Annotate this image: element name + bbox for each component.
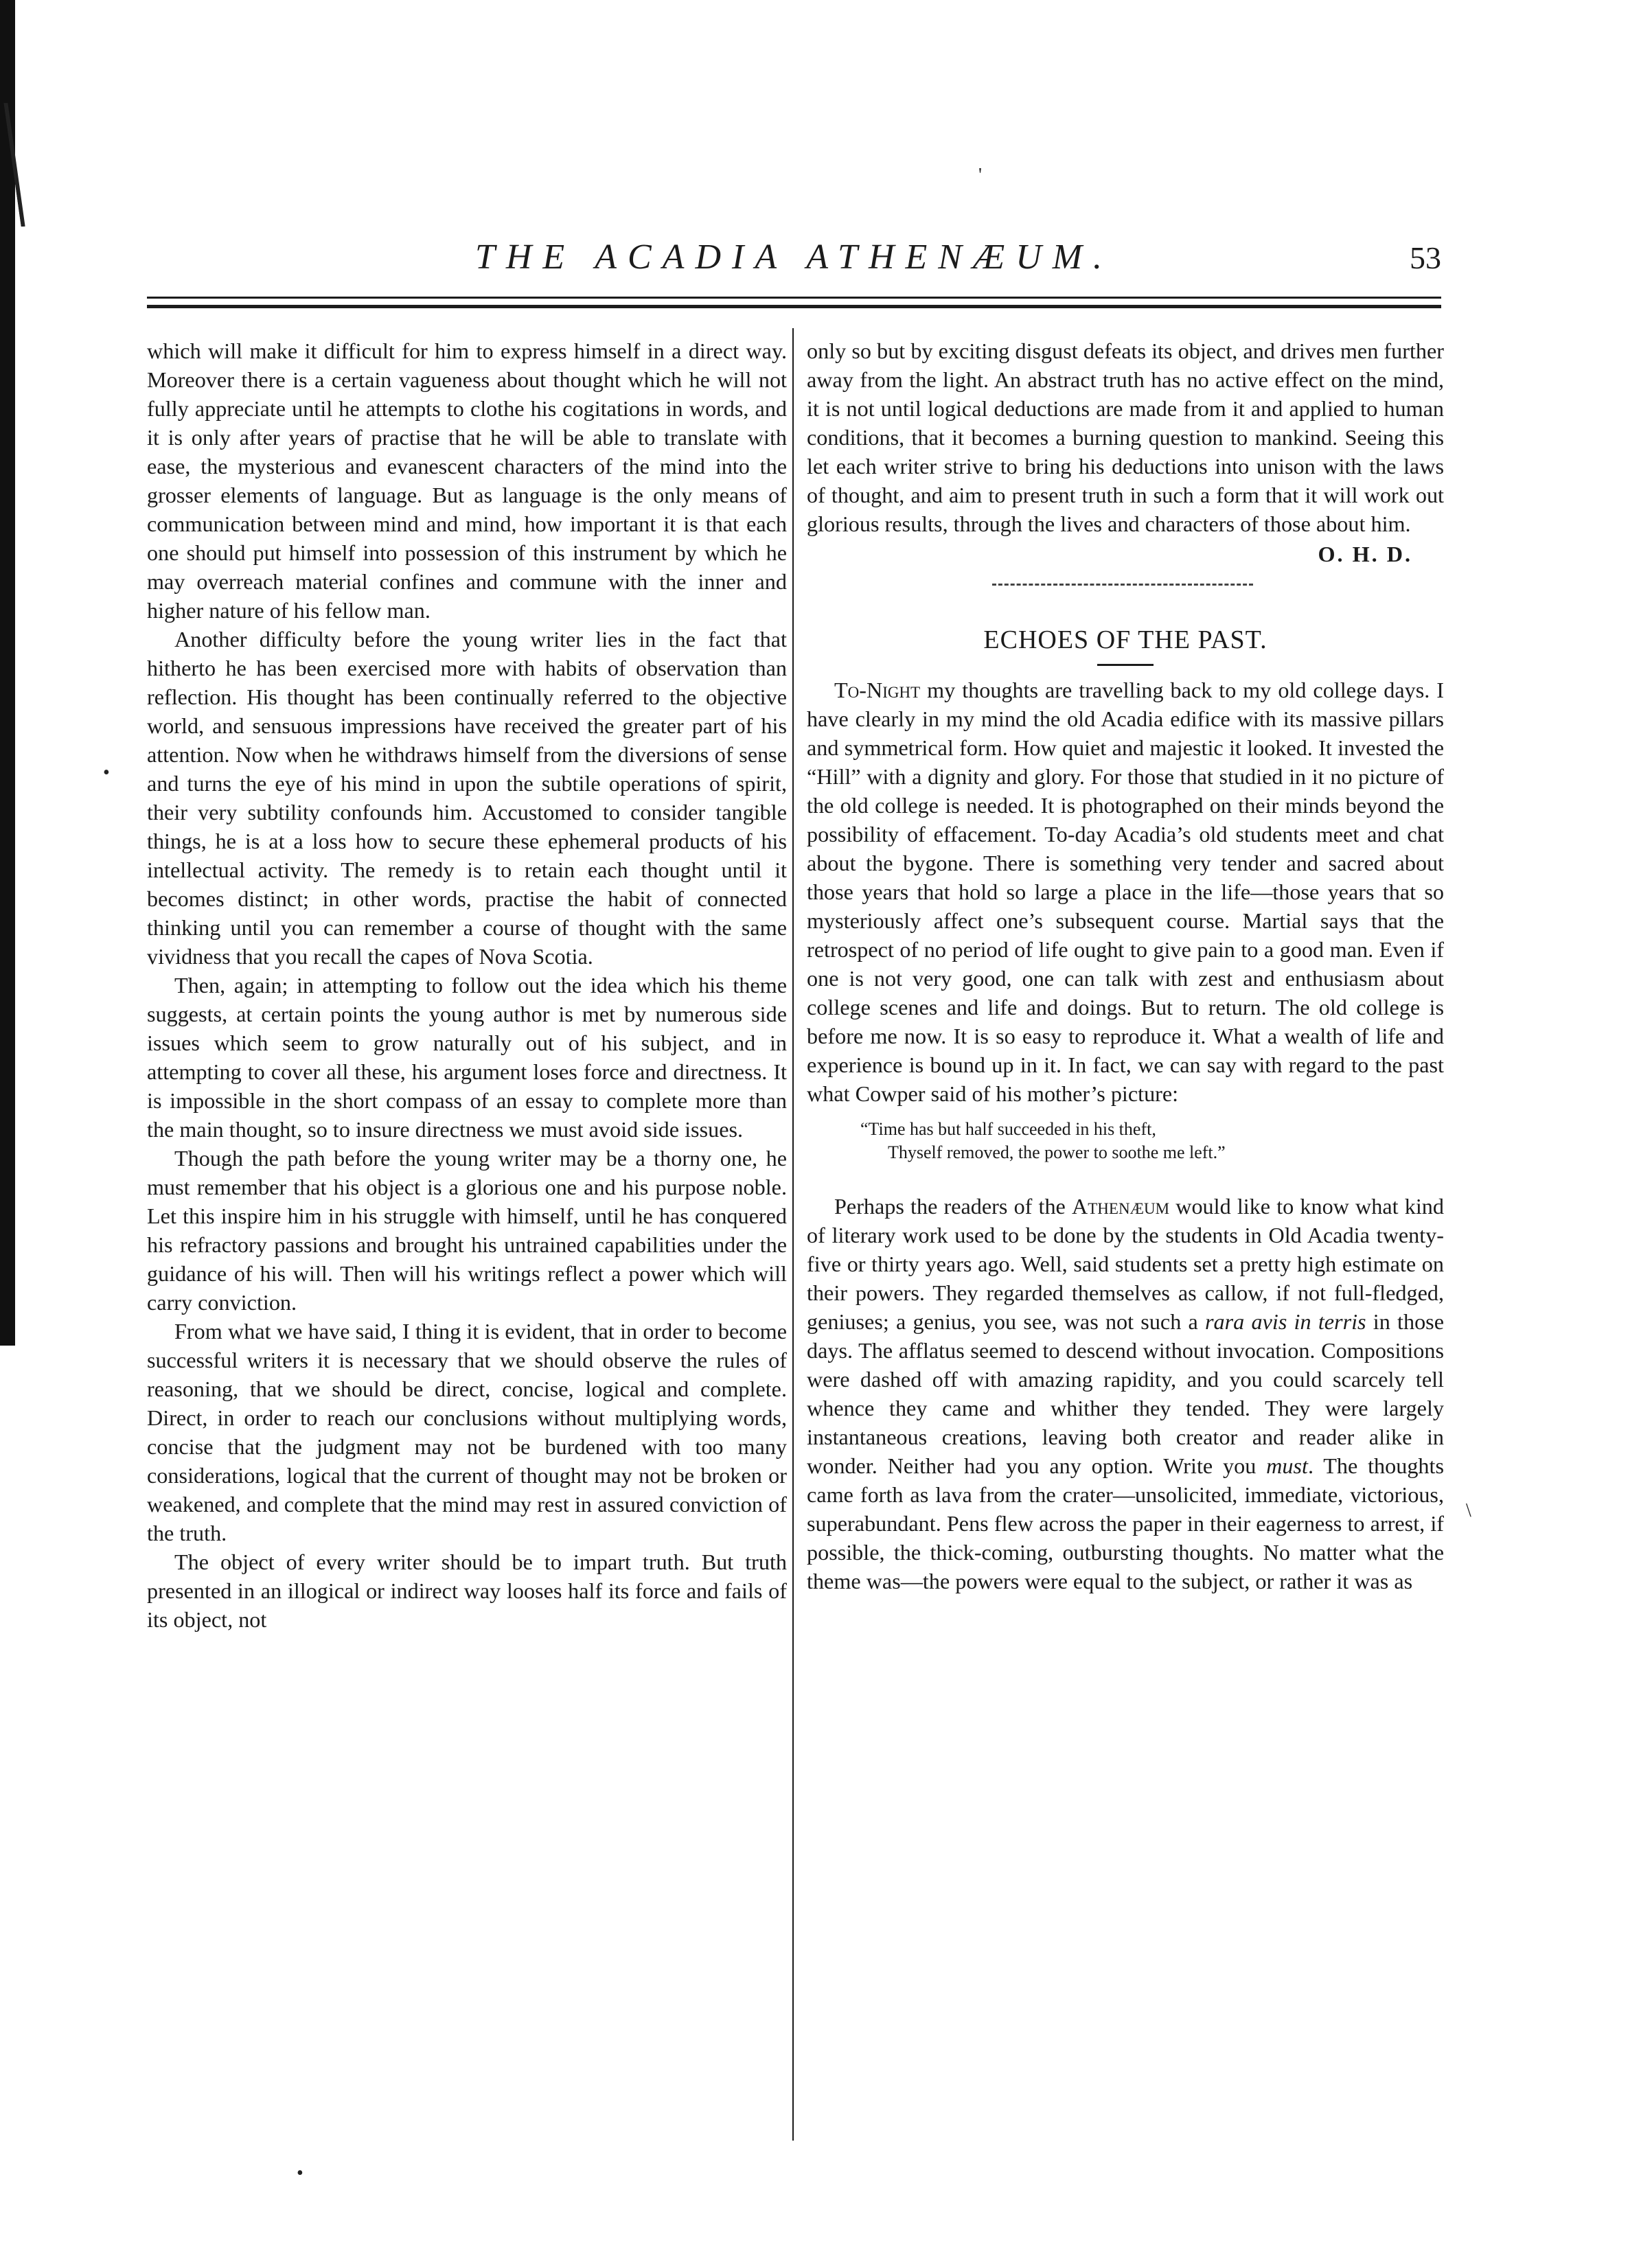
paragraph: Though the path before the young writer may be a thorny one, he must remember that his object is a glorious one and his purpose noble. Let this inspire him in his struggle with himself, until he has conquered his refractory passions and brought his untrained capabilities under the guidance of his will. Then will his writings reflect a power which will carry conviction. [147,1146,787,1315]
author-signature: O. H. D. [1318,542,1412,566]
paragraph-text: Perhaps the readers of the [834,1194,1072,1219]
scan-speck: ' [978,165,983,186]
paragraph [807,676,1444,1108]
header-rule-thick [147,305,1441,308]
paragraph-text: my thoughts are travelling back to my old college days. I have clearly in my mind the old Acadia edifice with its massive pillars and symmetrical form. How quiet and majestic it looked. It invested the “Hill” with a dignity and glory. For those that studied in it no picture of the old college is needed. It is photographed on their minds beyond the possibility of effacement. To-day Acadia’s old students meet and chat about the bygone. There is something very tender and sacred about those years that hold so large a place in the life—those years that so mysteriously affect one’s subsequent course. Martial says that the retrospect of no period of life ought to give pain to a good man. Even if one is not very good, one can talk with zest and enthusiasm about college scenes and life and doings. But to return. The old college is before me now. It is so easy to reproduce it. What a wealth of life and experience is bound up in it. In fact, we can say with regard to the past what Cowper said of his mother’s picture: [807,678,1444,1106]
column-divider [792,328,794,2141]
paragraph: The object of every writer should be to impart truth. But truth presented in an illogical or indirect way looses half its force and fails of its object, not [147,1550,787,1632]
paragraph: only so but by exciting disgust defeats its object, and drives men further away from the light. An abstract truth has no active effect on the mind, it is not until logical deductions are made from it and applied to human conditions, that it becomes a burning question to mankind. Seeing this let each writer strive to bring his deductions into unison with the laws of thought, and aim to present truth in such a form that it will work out glorious results, through the lives and characters of those about him. [807,338,1444,536]
paragraph: which will make it difficult for him to express himself in a direct way. Moreover there is a certain vagueness about thought which he will not fully appreciate until he attempts to clothe his cogitations in words, and it is only after years of practise that he will be able to translate with ease, the mysterious and evanescent characters of the mind into the grosser elements of language. But as language is the only means of communication between mind and mind, how important it is that each one should put himself into possession of this instrument by which he may overreach material confines and commune with the inner and higher nature of his fellow man. [147,338,787,623]
page-number: 53 [1410,240,1441,275]
right-column [807,336,1444,1595]
scan-speck: \ [1466,1500,1471,1521]
paragraph-text: in those days. The afflatus seemed to descend without invocation. Compositions were dashed off with amazing rapidity, and you could scarcely tell whence they came and whither they tended. They were largely instantaneous creations, leaving both creator and reader alike in wonder. Neither had you any option. Write you [807,1309,1444,1478]
section-ornament [992,584,1253,598]
left-column [147,336,787,1634]
lead-in: To-Night [834,678,921,702]
paragraph-text: would like to know what kind of literary work used to be done by the students in Old Acadia twenty-five or thirty years ago. Well, said students set a pretty high estimate on their powers. They regarded themselves as callow, if not full-fledged, geniuses; a genius, you see, was not such a [807,1194,1444,1334]
paragraph-text: . The thoughts came forth as lava from the crater—unsolicited, immediate, victorious, superabundant. Pens flew across the paper in their eagerness to arrest, if possible, the thick-coming, outbursting thoughts. No matter what the theme was—the powers were equal to the subject, or rather it was as [807,1453,1444,1593]
scan-speck: • [103,762,110,783]
section-title: ECHOES OF THE PAST. [983,625,1267,654]
paragraph: From what we have said, I thing it is evident, that in order to become successful writers it is necessary that we should observe the rules of reasoning, that we should be direct, concise, logical and complete. Direct, in order to reach our conclusions without multiplying words, concise that the judgment may not be burdened with too many considerations, logical that the current of thought may not be broken or weakened, and complete that the mind may rest in assured conviction of the truth. [147,1319,787,1545]
verse-quote [807,1118,1444,1164]
scan-speck: • [297,2163,303,2184]
paragraph [807,1192,1444,1595]
paragraph: Another difficulty before the young writer lies in the fact that hitherto he has been exercised more with habits of observation than reflection. His thought has been continually referred to the objective world, and sensuous impressions have received the greater part of his attention. Now when he withdraws himself from the diversions of sense and turns the eye of his mind in upon the subtile operations of spirit, their very subtility confounds him. Accustomed to consider tangible things, he is at a loss how to secure these ephemeral products of his intellectual activity. The remedy is to retain each thought until it becomes distinct; in other words, practise the habit of connected thinking until you can remember a course of thought with the same vividness that you recall the capes of Nova Scotia. [147,627,787,969]
verse-line: “Time has but half succeeded in his theft, [860,1119,1156,1139]
latin-phrase: rara avis in terris [1205,1309,1366,1334]
title-rule [1097,664,1154,666]
scan-binding-edge [0,0,15,1346]
emphasis: must [1266,1453,1308,1478]
journal-name: Athenæum [1071,1194,1170,1219]
page-header [147,237,1441,285]
verse-line: Thyself removed, the power to soothe me left.” [888,1142,1226,1162]
paragraph: Then, again; in attempting to follow out the idea which his theme suggests, at certain points the young author is met by numerous side issues which seem to grow naturally out of his subject, and in attempting to cover all these, his argument loses force and directness. It is impossible in the short compass of an essay to complete more than the main thought, so to insure directness we must avoid side issues. [147,973,787,1142]
running-title: THE ACADIA ATHENÆUM. [474,238,1114,277]
header-rule-thin [147,297,1441,299]
